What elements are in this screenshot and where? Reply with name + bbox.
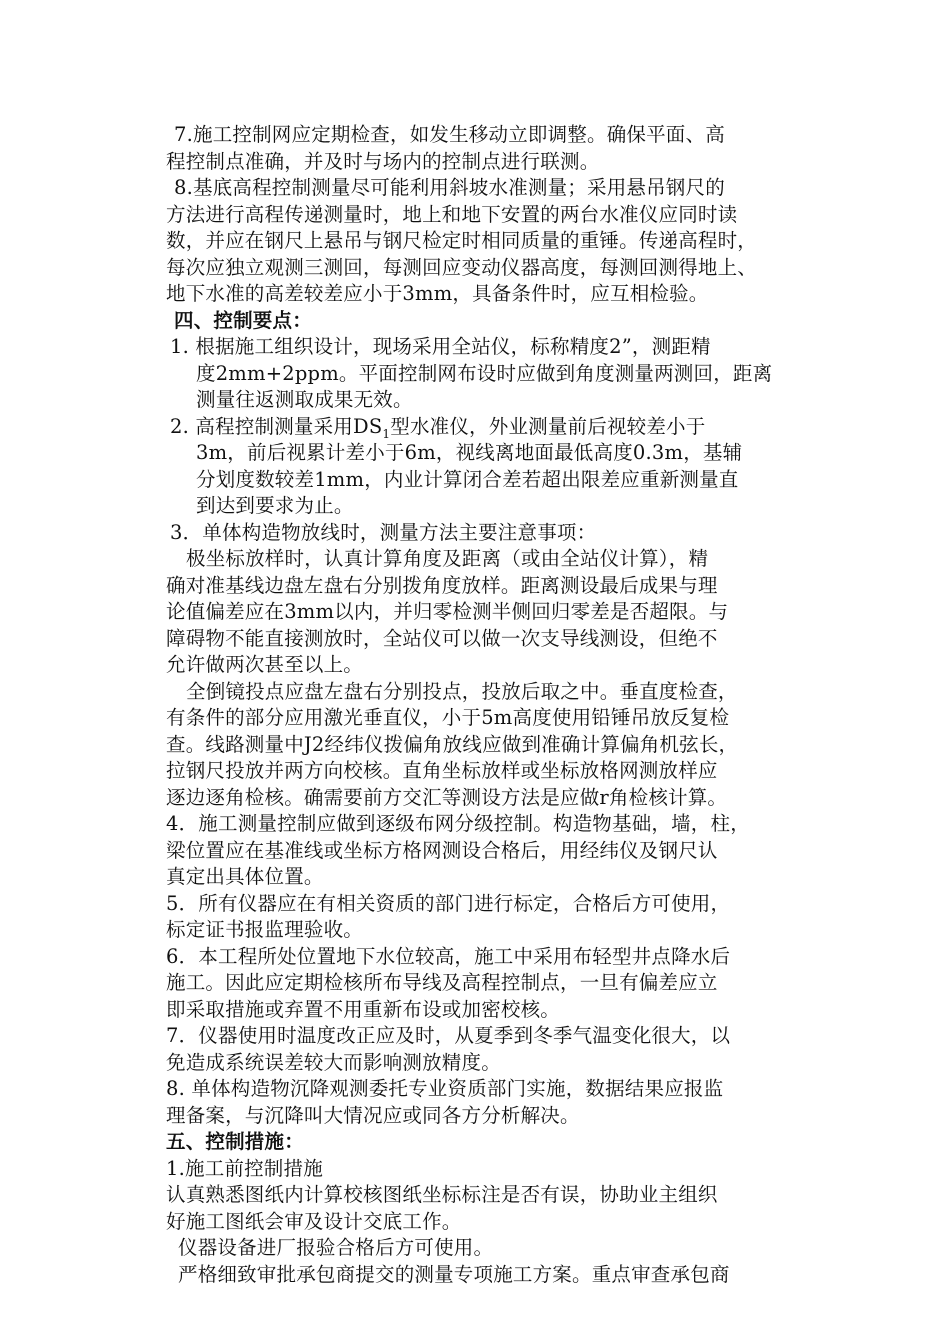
text-line	[166, 652, 806, 679]
text-line	[166, 1076, 806, 1103]
line-text: 度2mm+2ppm。平面控制网布设时应做到角度测量两测回，距离	[196, 361, 773, 385]
subscript-text: 1	[382, 426, 391, 441]
line-text: 五、控制措施：	[166, 1130, 304, 1153]
text-line	[166, 864, 806, 891]
line-text: 分划度数较差1mm，内业计算闭合差若超出限差应重新测量直	[196, 467, 739, 491]
line-text: 全倒镜投点应盘左盘右分别投点，投放后取之中。垂直度检查，	[186, 679, 738, 703]
text-line	[166, 467, 806, 494]
text-line	[166, 1182, 806, 1209]
line-text: 理备案，与沉降叫大情况应或同各方分析解决。	[166, 1103, 580, 1127]
text-line	[166, 149, 806, 176]
text-line	[166, 334, 806, 361]
line-text: 极坐标放样时，认真计算角度及距离（或由全站仪计算），精	[186, 547, 709, 570]
text-line	[166, 997, 806, 1024]
line-text: 1.施工前控制措施	[166, 1156, 323, 1180]
text-line	[166, 732, 806, 759]
line-text: 2. 高程控制测量采用DS	[170, 414, 383, 438]
line-text: 查。线路测量中J2经纬仪拨偏角放线应做到准确计算偏角机弦长，	[166, 732, 739, 756]
text-line	[166, 1050, 806, 1077]
text-line	[166, 493, 806, 520]
text-line	[166, 387, 806, 414]
line-text: 测量往返测取成果无效。	[196, 388, 413, 411]
text-line	[166, 1103, 806, 1130]
text-line	[166, 944, 806, 971]
line-text: 允许做两次甚至以上。	[166, 653, 364, 676]
text-line	[166, 361, 806, 388]
text-line	[166, 838, 806, 865]
line-text: 6．本工程所处位置地下水位较高，施工中采用布轻型井点降水后	[166, 944, 731, 968]
line-text: 好施工图纸会审及设计交底工作。	[166, 1209, 462, 1233]
text-line	[166, 175, 806, 202]
text-line	[166, 917, 806, 944]
text-line	[166, 758, 806, 785]
line-text: 方法进行高程传递测量时，地上和地下安置的两台水准仪应同时读	[166, 202, 738, 226]
text-line	[166, 520, 806, 547]
line-text: 真定出具体位置。	[166, 865, 324, 888]
text-line	[166, 599, 806, 626]
line-text: 程控制点准确，并及时与场内的控制点进行联测。	[166, 149, 600, 173]
text-line	[166, 679, 806, 706]
line-text: 严格细致审批承包商提交的测量专项施工方案。重点审查承包商	[178, 1262, 730, 1286]
text-line	[166, 546, 806, 573]
text-line	[166, 891, 806, 918]
line-text: 地下水准的高差较差应小于3mm，具备条件时，应互相检验。	[166, 282, 709, 305]
line-text: 7.施工控制网应定期检查，如发生移动立即调整。确保平面、高	[174, 123, 725, 146]
line-text: 1. 根据施工组织设计，现场采用全站仪，标称精度2”，测距精	[170, 335, 711, 358]
line-text: 8. 单体构造物沉降观测委托专业资质部门实施，数据结果应报监	[166, 1077, 724, 1100]
line-text: 即采取措施或弃置不用重新布设或加密校核。	[166, 997, 561, 1021]
line-text: 5．所有仪器应在有相关资质的部门进行标定，合格后方可使用，	[166, 891, 731, 915]
line-text: 3．单体构造物放线时，测量方法主要注意事项：	[170, 520, 597, 544]
line-text: 论值偏差应在3mm以内，并归零检测半侧回归零差是否超限。与	[166, 600, 729, 623]
line-text: 逐边逐角检核。确需要前方交汇等测设方法是应做r角检核计算。	[166, 785, 728, 809]
text-line	[166, 573, 806, 600]
text-line	[166, 228, 806, 255]
text-line	[166, 440, 806, 467]
line-text: 到达到要求为止。	[196, 494, 354, 517]
line-text: 7．仪器使用时温度改正应及时，从夏季到冬季气温变化很大，以	[166, 1024, 731, 1047]
section-heading	[166, 1129, 806, 1156]
line-text: 8.基底高程控制测量尽可能利用斜坡水准测量；采用悬吊钢尺的	[174, 176, 725, 199]
text-line	[166, 1209, 806, 1236]
line-text-continued: 型水准仪，外业测量前后视较差小于	[390, 414, 706, 438]
line-text: 每次应独立观测三测回，每测回应变动仪器高度，每测回测得地上、	[166, 255, 758, 279]
text-line	[166, 705, 806, 732]
line-text: 确对准基线边盘左盘右分别拨角度放样。距离测设最后成果与理	[166, 573, 718, 597]
line-text: 仪器设备进厂报验合格后方可使用。	[178, 1236, 494, 1259]
line-text: 梁位置应在基准线或坐标方格网测设合格后，用经纬仪及钢尺认	[166, 838, 718, 862]
line-text: 有条件的部分应用激光垂直仪，小于5m高度使用铅锤吊放反复检	[166, 706, 730, 729]
text-line	[166, 281, 806, 308]
text-line	[166, 785, 806, 812]
line-text: 标定证书报监理验收。	[166, 918, 364, 941]
text-line	[166, 1023, 806, 1050]
text-line	[166, 202, 806, 229]
line-text: 障碍物不能直接测放时，全站仪可以做一次支导线测设，但绝不	[166, 626, 718, 650]
text-line	[166, 1156, 806, 1183]
text-line	[166, 414, 806, 441]
section-heading	[166, 308, 806, 335]
line-text: 4．施工测量控制应做到逐级布网分级控制。构造物基础，墙，柱，	[166, 812, 750, 835]
line-text: 免造成系统误差较大而影响测放精度。	[166, 1050, 501, 1074]
text-line	[166, 970, 806, 997]
text-line	[166, 1235, 806, 1262]
text-line	[166, 811, 806, 838]
line-text: 拉钢尺投放并两方向校核。直角坐标放样或坐标放格网测放样应	[166, 759, 718, 782]
line-text: 数，并应在钢尺上悬吊与钢尺检定时相同质量的重锤。传递高程时，	[166, 229, 758, 252]
text-line	[166, 255, 806, 282]
line-text: 四、控制要点：	[174, 308, 312, 332]
line-text: 施工。因此应定期检核所布导线及高程控制点，一旦有偏差应立	[166, 971, 718, 994]
line-text: 认真熟悉图纸内计算校核图纸坐标标注是否有误，协助业主组织	[166, 1183, 718, 1206]
text-line	[166, 122, 806, 149]
text-line	[166, 626, 806, 653]
line-text: 3m，前后视累计差小于6m，视线离地面最低高度0.3m，基辅	[196, 441, 743, 464]
text-line	[166, 1262, 806, 1289]
document-body	[166, 122, 806, 1288]
